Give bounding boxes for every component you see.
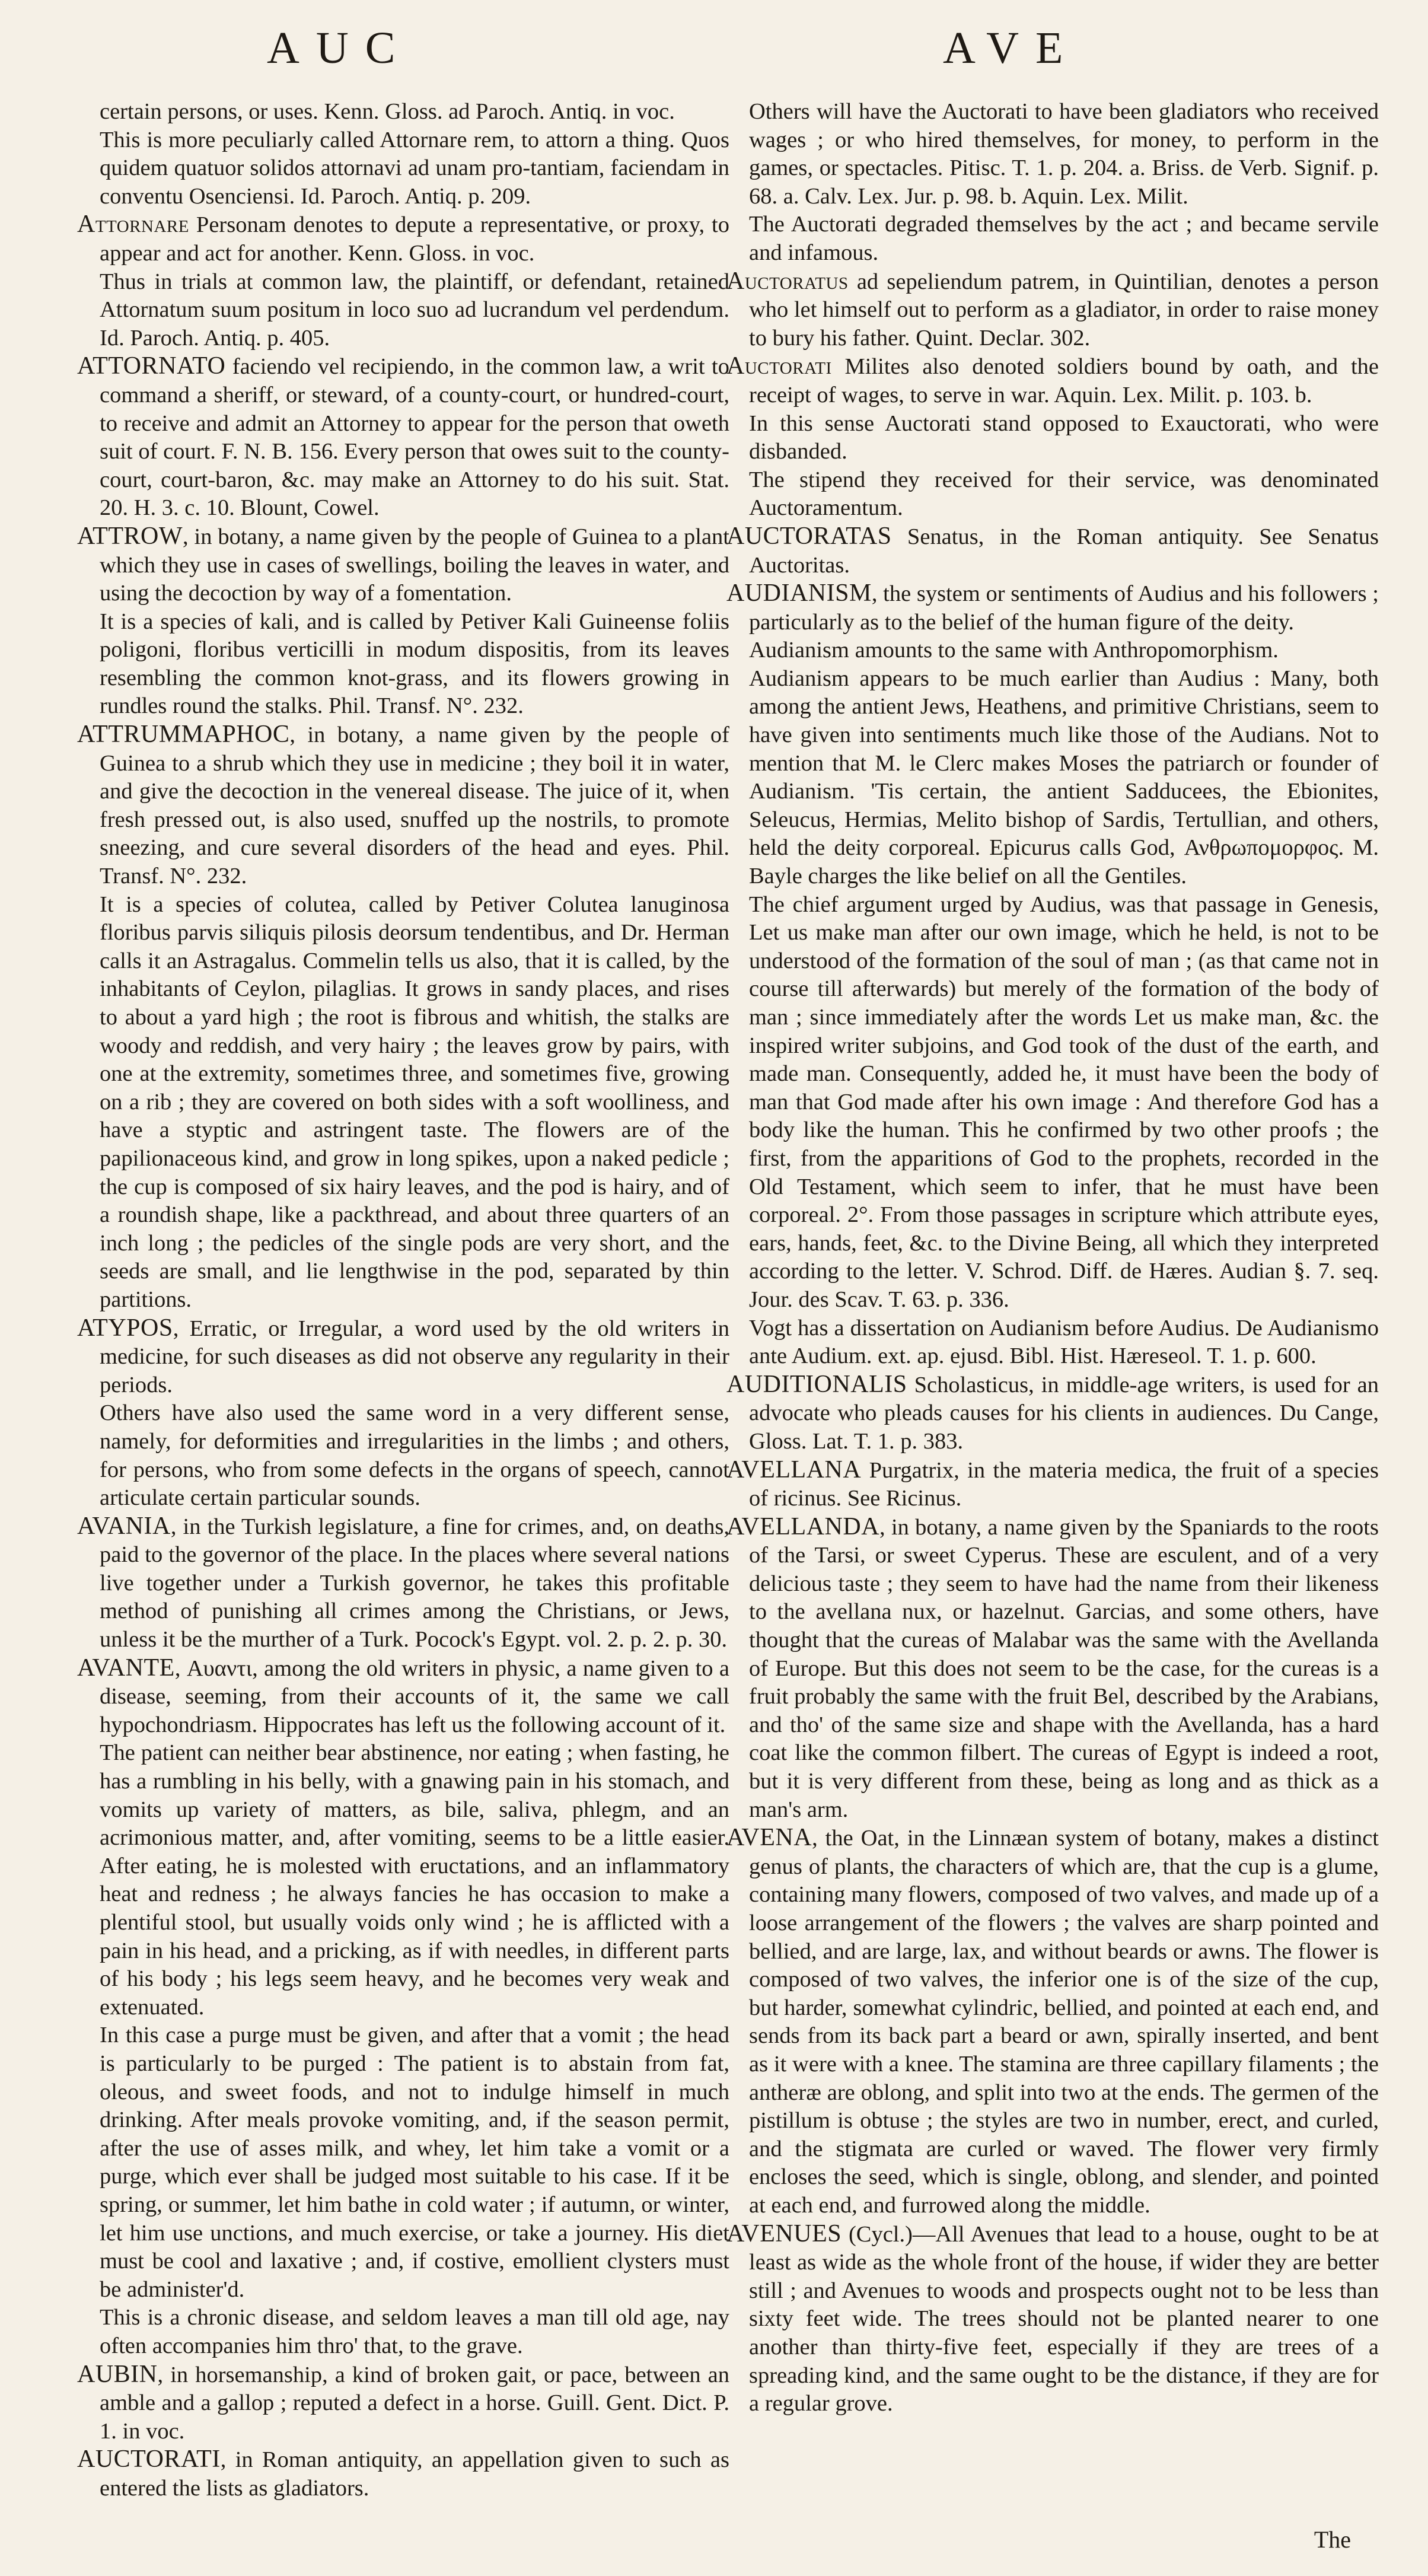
entry-text: (Cycl.)—All Avenues that lead to a house, ought to be at least as wide as the whole front of the house, if wider they are better still ; and Avenues to woods and prospects ought not to be less than sixty feet wide. The trees should not be planted nearer to one another than thirty-five feet, especially if they are trees of a spreading kind, and the same ought to be the distance, if they are for a regular grove. [749,2221,1379,2416]
headword: ATTRUMMAPHOC [77,721,290,749]
running-head [0,23,1428,88]
left-column [77,98,729,2502]
headword: AVANTE [77,1654,175,1682]
dictionary-entry [77,523,729,608]
headword: ATTORNATO [77,352,226,380]
dictionary-entry [77,211,729,268]
entry-text: faciendo vel recipiendo, in the common law, a writ to command a sheriff, or steward, of a county-court, or hundred-court, to receive and admit an Attorney to appear for the person that oweth suit of court. F. N. B. 156. Every person that owes suit to the county-court, court-baron, &c. may make an Attorney to do his suit. Stat. 20. H. 3. c. 10. Blount, Cowel. [100,354,729,521]
headword: AVENUES [726,2220,842,2247]
entry-paragraph: certain persons, or uses. Kenn. Gloss. ad Paroch. Antiq. in voc. [100,99,675,124]
dictionary-entry [77,2446,729,2502]
headword: AVANIA [77,1512,171,1540]
headword: ATTROW [77,522,183,550]
entry-text: Senatus, in the Roman antiquity. See Senatus Auctoritas. [749,524,1379,578]
entry-paragraph: In this case a purge must be given, and after that a vomit ; the head is particularly to be purged : The patient is to abstain from fat, oleous, and sweet foods, and not to indulge himself in much drinking. After meals provoke vomiting, and, if the season permit, after the use of asses milk, and whey, let him take a vomit or a purge, which ever shall be judged most suitable to his case. If it be spring, or summer, let him bathe in cold water ; if autumn, or winter, let him use unctions, and much exercise, or take a journey. His diet must be cool and laxative ; and, if costive, emollient clysters must be administer'd. [100,2023,729,2302]
entry-paragraph: It is a species of kali, and is called by Petiver Kali Guineense foliis poligoni, floribus verticilli in modum dispositis, from its leaves resembling the common knot-grass, and its flowers growing in rundles round the stalks. Phil. Transf. N°. 232. [100,609,729,719]
running-head-left: AUC [267,23,412,73]
entry-text: , in horsemanship, a kind of broken gait, or pace, between an amble and a gallop ; reputed a defect in a horse. Guill. Gent. Dict. P. 1. in voc. [100,2362,729,2444]
headword: Auctoratus [726,267,849,295]
entry-text: Personam denotes to depute a representative, or proxy, to appear and act for another. Kenn. Gloss. in voc. [100,212,729,266]
entry-text: , the system or sentiments of Audius and his followers ; particularly as to the belief of the human figure of the deity. [749,581,1379,635]
headword: AUDIANISM [726,579,872,607]
dictionary-entry [726,579,1379,636]
entry-paragraph: It is a species of colutea, called by Petiver Colutea lanuginosa floribus parvis siliquis pilosis deorsum tendentibus, and Dr. Herman calls it an Astragalus. Commelin tells us also, that it is called, by the inhabitants of Ceylon, pilaglias. It grows in sandy places, and rises to about a yard high ; the root is fibrous and whitish, the stalks are woody and reddish, and very hairy ; the leaves grow by pairs, with one at the extremity, sometimes three, and sometimes five, growing on a rib ; they are covered on both sides with a soft woolliness, and have a styptic and astringent taste. The flowers are of the papilionaceous kind, and grow in long spikes, upon a naked pedicle ; the cup is composed of six hairy leaves, and the pod is hairy, and of a roundish shape, like a packthread, and about three quarters of an inch long ; the pedicles of the single pods are very short, and the seeds are small, and lie lengthwise in the pod, separated by thin partitions. [100,891,729,1312]
headword: AUDITIONALIS [726,1370,907,1398]
entry-text: , in botany, a name given by the Spaniards to the roots of the Tarsi, or sweet Cyperus. These are esculent, and of a very delicious taste ; they seem to have had the name from their likeness to the avellana nux, or hazelnut. Garcias, and some others, have thought that the cureas of Malabar was the same with the Avellanda of Europe. But this does not seem to be the case, for the cureas is a fruit probably the same with the fruit Bel, described by the Arabians, and tho' of the same size and shape with the Avellanda, has a hard coat like the common filbert. The cureas of Egypt is indeed a root, but it is very different from these, being as long and as thick as a man's arm. [749,1514,1379,1822]
dictionary-entry [726,352,1379,409]
right-column [726,98,1379,2418]
dictionary-entry [726,2220,1379,2418]
headword: Attornare [77,211,189,238]
headword: AUCTORATAS [726,522,892,550]
entry-paragraph: This is more peculiarly called Attornare rem, to attorn a thing. Quos quidem quatuor solidos attornavi ad unam pro-tantiam, faciendam in conventu Osenciensi. Id. Paroch. Antiq. p. 209. [100,127,729,209]
dictionary-entry [77,2361,729,2446]
dictionary-entry [726,523,1379,579]
entry-paragraph: Audianism appears to be much earlier than Audius : Many, both among the antient Jews, Heathens, and primitive Christians, seem to have given into sentiments much like those of the Audians. Not to mention that M. le Clerc makes Moses the patriarch or founder of Audianism. 'Tis certain, the antient Sadducees, the Ebionites, Seleucus, Hermias, Melito bishop of Sardis, Tertullian, and others, held the deity corporeal. Epicurus calls God, Ανθρωπομορφος. M. Bayle charges the like belief on all the Gentiles. [749,666,1379,889]
entry-paragraph: Vogt has a dissertation on Audianism before Audius. De Audianismo ante Audium. ext. ap. ejusd. Bibl. Hist. Hæreseol. T. 1. p. 600. [749,1315,1379,1369]
entry-text: Milites also denoted soldiers bound by oath, and the receipt of wages, to serve in war. Aquin. Lex. Milit. p. 103. b. [749,354,1379,407]
entry-paragraph: The Auctorati degraded themselves by the act ; and became servile and infamous. [749,212,1379,265]
entry-paragraph: The stipend they received for their service, was denominated Auctoramentum. [749,467,1379,521]
dictionary-entry [726,1371,1379,1456]
entry-text: , Αυαντι, among the old writers in physic, a name given to a disease, seeming, from their accounts of it, the same we call hypochondriasm. Hippocrates has left us the following account of it. [100,1655,729,1737]
dictionary-entry [726,1824,1379,2220]
headword: Auctorati [726,352,832,380]
entry-text: Purgatrix, in the materia medica, the fruit of a species of ricinus. See Ricinus. [749,1457,1379,1511]
entry-paragraph: Others have also used the same word in a very different sense, namely, for deformities and irregularities in the limbs ; and others, for persons, who from some defects in the organs of speech, cannot articulate certain particular sounds. [100,1400,729,1511]
entry-paragraph: This is a chronic disease, and seldom leaves a man till old age, nay often accompanies him thro' that, to the grave. [100,2305,729,2358]
dictionary-entry [77,1314,729,1400]
headword: AUBIN [77,2360,158,2388]
dictionary-entry [726,1456,1379,1513]
dictionary-entry [726,268,1379,353]
catchword: The [1314,2526,1351,2553]
dictionary-entry [726,1513,1379,1824]
headword: AUCTORATI [77,2446,221,2473]
headword: AVELLANDA [726,1513,880,1540]
entry-text: Scholasticus, in middle-age writers, is used for an advocate who pleads causes for his clients in audiences. Du Cange, Gloss. Lat. T. 1. p. 383. [749,1372,1379,1454]
running-head-right: AVE [943,23,1080,73]
dictionary-entry [77,352,729,523]
dictionary-entry [77,1654,729,1740]
entry-text: , in Roman antiquity, an appellation given to such as entered the lists as gladiators. [100,2447,729,2501]
entry-text: , in the Turkish legislature, a fine for crimes, and, on deaths, paid to the governor of the place. In the places where several nations live together under a Turkish governor, he takes this profitable method of punishing all crimes among the Christians, or Jews, unless it be the murther of a Turk. Pocock's Egypt. vol. 2. p. 2. p. 30. [100,1514,729,1652]
entry-text: , in botany, a name given by the people of Guinea to a plant which they use in cases of swellings, boiling the leaves in water, and using the decoction by way of a fomentation. [100,524,729,606]
headword: ATYPOS [77,1314,173,1342]
entry-text: , Erratic, or Irregular, a word used by the old writers in medicine, for such diseases as did not observe any regularity in their periods. [100,1316,729,1397]
entry-paragraph: The chief argument urged by Audius, was that passage in Genesis, Let us make man after our own image, which he held, is not to be understood of the formation of the soul of man ; (as that came not in course till afterwards) but merely of the formation of the body of man ; since immediately after the words Let us make man, &c. the inspired writer subjoins, and God took of the dust of the earth, and made man. Consequently, added he, it must have been the body of man that God made after his own image : And therefore God has a body like the human. This he confirmed by two other proofs ; the first, from the apparitions of God to the prophets, recorded in the Old Testament, which seem to infer, that he must have been corporeal. 2°. From those passages in scripture which attribute eyes, ears, hands, feet, &c. to the Divine Being, all which they interpreted according to the letter. V. Schrod. Diff. de Hæres. Audian §. 7. seq. Jour. des Scav. T. 63. p. 336. [749,891,1379,1312]
headword: AVELLANA [726,1456,862,1483]
dictionary-entry [77,1513,729,1654]
entry-paragraph: In this sense Auctorati stand opposed to Exauctorati, who were disbanded. [749,410,1379,464]
dictionary-entry [77,721,729,891]
entry-paragraph: Others will have the Auctorati to have been gladiators who received wages ; or who hired themselves, for money, to perform in the games, or spectacles. Pitisc. T. 1. p. 204. a. Briss. de Verb. Signif. p. 68. a. Calv. Lex. Jur. p. 98. b. Aquin. Lex. Milit. [749,99,1379,209]
entry-text: ad sepeliendum patrem, in Quintilian, denotes a person who let himself out to perform as a gladiator, in order to raise money to bury his father. Quint. Declar. 302. [749,269,1379,351]
entry-text: , in botany, a name given by the people of Guinea to a shrub which they use in medicine ; they boil it in water, and give the decoction in the venereal disease. The juice of it, when fresh pressed out, is also used, snuffed up the nostrils, to promote sneezing, and cure several disorders of the head and eyes. Phil. Transf. N°. 232. [100,722,729,889]
headword: AVENA [726,1824,812,1852]
entry-paragraph: Audianism amounts to the same with Anthropomorphism. [749,638,1279,663]
entry-paragraph: Thus in trials at common law, the plaintiff, or defendant, retained Attornatum suum positum in loco suo ad lucrandum vel perdendum. Id. Paroch. Antiq. p. 405. [100,269,729,351]
entry-text: , the Oat, in the Linnæan system of botany, makes a distinct genus of plants, the characters of which are, that the cup is a glume, containing many flowers, composed of two valves, and made up of a loose arrangement of the flowers ; the valves are sharp pointed and bellied, and are large, lax, and without beards or awns. The flower is composed of two valves, the inferior one is of the size of the cup, but harder, somewhat cylindric, bellied, and pointed at each end, and sends from its back part a beard or awn, spirally inserted, and bent as it were with a knee. The stamina are three capillary filaments ; the antheræ are oblong, and split into two at the ends. The germen of the pistillum is obtuse ; the styles are two in number, erect, and curled, and the stigmata are curled or waved. The flower very firmly encloses the seed, which is single, oblong, and slender, and pointed at each end, and furrowed along the middle. [749,1826,1379,2218]
entry-paragraph: The patient can neither bear abstinence, nor eating ; when fasting, he has a rumbling in his belly, with a gnawing pain in his stomach, and vomits up variety of matters, as bile, saliva, phlegm, and an acrimonious matter, and, after vomiting, seems to be a little easier. After eating, he is molested with eructations, and an inflammatory heat and redness ; he always fancies he has occasion to make a plentiful stool, but usually voids only wind ; he is afflicted with a pain in his head, and a pricking, as if with needles, in different parts of his body ; his legs seem heavy, and he becomes very weak and extenuated. [100,1740,729,2020]
